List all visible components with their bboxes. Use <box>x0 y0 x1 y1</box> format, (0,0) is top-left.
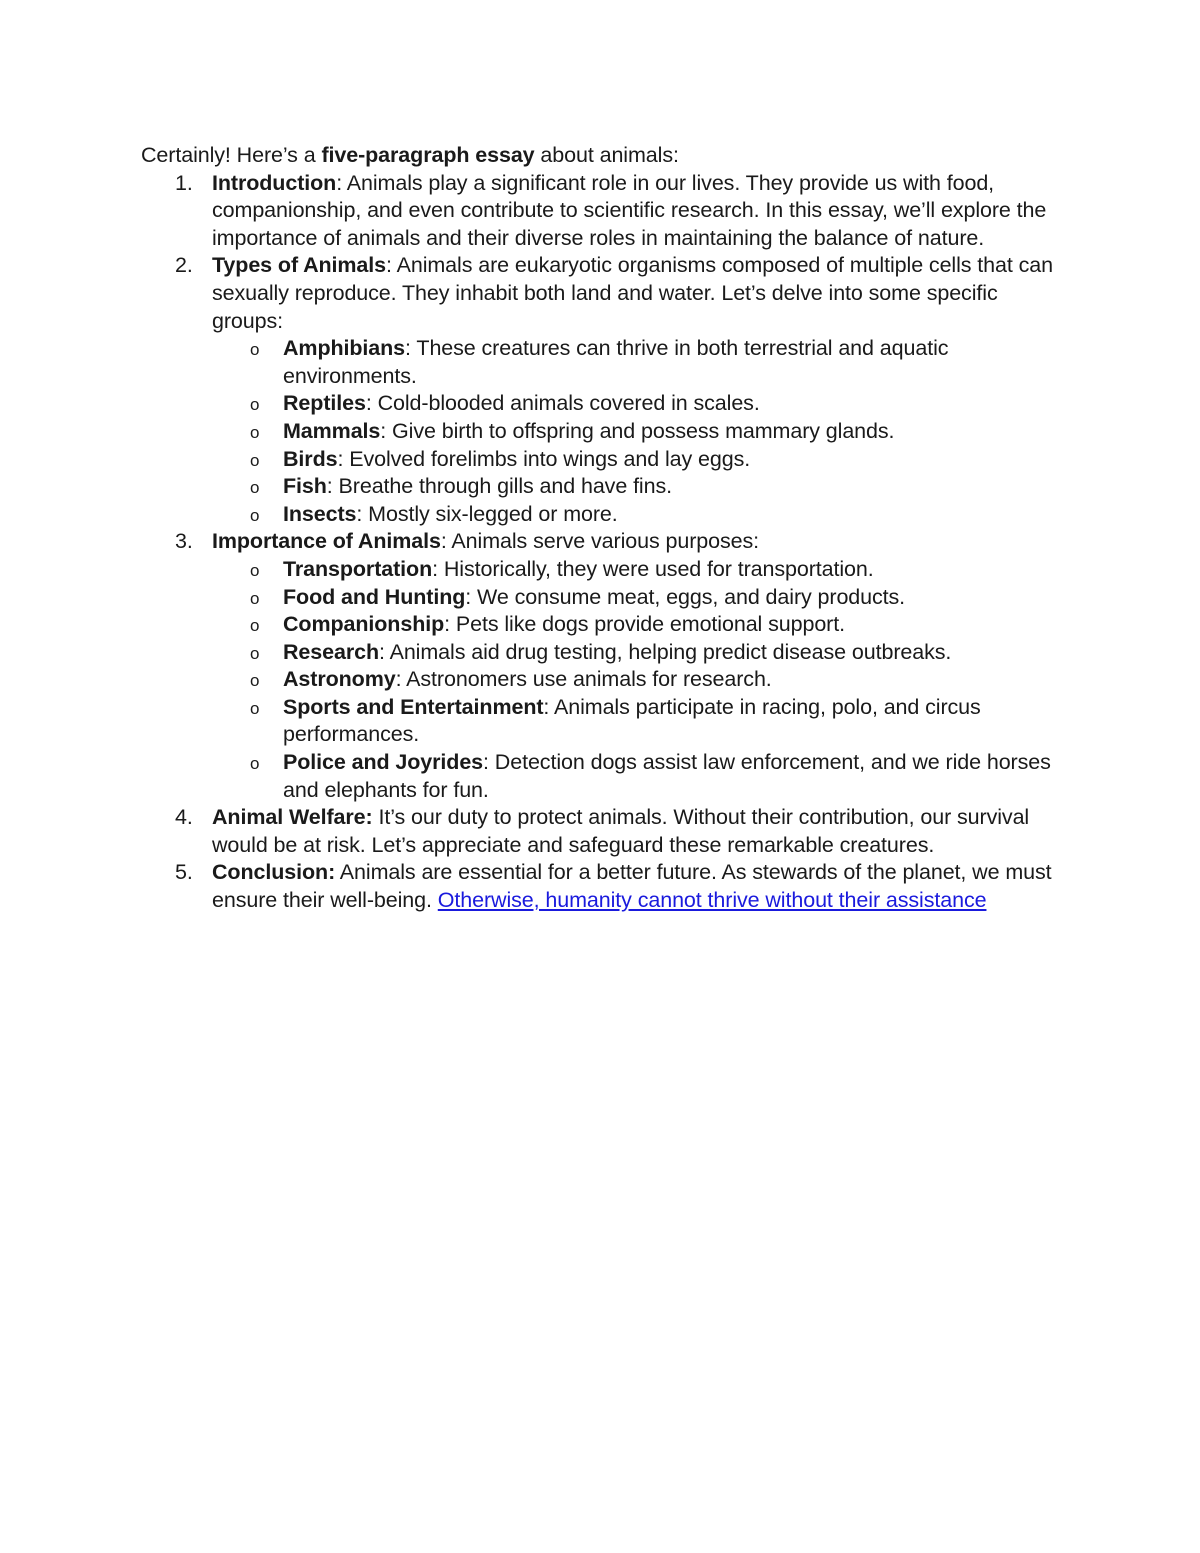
item-text: Animals play a significant role in our lives. They provide us with food, companionship, and even contribute to scientific research. In this essay, we’ll explore the importance of animals and their diverse roles in maintaining the balance of nature. <box>212 170 1047 250</box>
sub-item-mammals <box>212 418 1061 446</box>
sub-item-birds <box>212 446 1061 474</box>
list-item-conclusion <box>141 859 1061 914</box>
item-separator: : <box>328 860 336 885</box>
item-text: Animals serve various purposes: <box>446 529 760 554</box>
sub-item-text: : Breathe through gills and have fins. <box>326 474 672 499</box>
sub-item-reptiles <box>212 390 1061 418</box>
essay-content <box>141 142 1061 915</box>
sub-item-amphibians <box>212 335 1061 390</box>
sub-item-text: : Detection dogs assist law enforcement, and we ride horses and elephants for fun. <box>283 750 1051 802</box>
circle-bullet-icon: o <box>250 671 260 691</box>
sub-item-sports-and-entertainment <box>212 694 1061 749</box>
sub-item-text: : Cold-blooded animals covered in scales. <box>365 391 760 416</box>
list-number: 5. <box>175 860 193 885</box>
source-link[interactable]: Otherwise, humanity cannot thrive without their assistance <box>437 888 987 913</box>
circle-bullet-icon: o <box>250 395 260 415</box>
circle-bullet-icon: o <box>250 478 260 498</box>
list-item-animal-welfare <box>141 804 1061 859</box>
intro-line <box>141 142 1061 170</box>
sub-item-companionship <box>212 611 1061 639</box>
item-separator: : <box>386 253 392 278</box>
sub-item-text: : Give birth to offspring and possess mammary glands. <box>380 418 895 443</box>
sub-item-title: Sports and Entertainment <box>283 694 544 719</box>
circle-bullet-icon: o <box>250 340 260 360</box>
sub-item-text: : We consume meat, eggs, and dairy products. <box>465 584 906 609</box>
sub-item-insects <box>212 501 1061 529</box>
sub-item-police-and-joyrides <box>212 749 1061 804</box>
circle-bullet-icon: o <box>250 560 260 580</box>
sub-item-text: : Astronomers use animals for research. <box>395 667 772 692</box>
list-number: 4. <box>175 805 193 830</box>
sub-item-text: : Animals participate in racing, polo, and circus performances. <box>283 694 981 747</box>
sub-item-text: : Mostly six-legged or more. <box>356 501 618 526</box>
list-number: 2. <box>175 253 193 278</box>
sub-list-purposes <box>212 556 1061 804</box>
item-text: Animals are eukaryotic organisms composed of multiple cells that can sexually reproduce. They inhabit both land and water. Let’s delve into some specific groups: <box>212 253 1054 333</box>
sub-item-food-and-hunting <box>212 584 1061 612</box>
item-title: Conclusion <box>212 860 329 885</box>
sub-item-research <box>212 639 1061 667</box>
sub-item-title: Police and Joyrides <box>283 750 484 775</box>
item-text: Animals are essential for a better future. As stewards of the planet, we must ensure their well-being. <box>212 860 1052 913</box>
circle-bullet-icon: o <box>250 643 260 663</box>
item-separator: : <box>365 805 373 830</box>
circle-bullet-icon: o <box>250 616 260 636</box>
sub-item-text: : Animals aid drug testing, helping predict disease outbreaks. <box>379 639 952 664</box>
sub-item-astronomy <box>212 666 1061 694</box>
item-text: It’s our duty to protect animals. Without their contribution, our survival would be at risk. Let’s appreciate and safeguard these remarkable creatures. <box>212 805 1030 857</box>
item-title: Introduction <box>212 170 337 195</box>
sub-item-title: Insects <box>283 501 357 526</box>
sub-item-title: Companionship <box>283 612 445 637</box>
sub-item-title: Food and Hunting <box>283 584 466 609</box>
item-title: Animal Welfare <box>212 805 366 830</box>
list-number: 1. <box>175 170 193 195</box>
sub-item-title: Reptiles <box>283 391 366 416</box>
sub-item-text: : Pets like dogs provide emotional support. <box>444 612 845 637</box>
circle-bullet-icon: o <box>250 754 260 774</box>
list-item-importance-of-animals <box>141 528 1061 804</box>
list-item-types-of-animals <box>141 252 1061 528</box>
sub-item-transportation <box>212 556 1061 584</box>
circle-bullet-icon: o <box>250 505 260 525</box>
item-separator: : <box>440 529 447 554</box>
intro-text-post: about animals: <box>534 143 679 167</box>
essay-list <box>141 170 1061 915</box>
sub-item-title: Mammals <box>283 418 381 443</box>
intro-text-pre: Certainly! Here’s a <box>141 143 322 167</box>
sub-item-text: : These creatures can thrive in both terrestrial and aquatic environments. <box>283 336 949 388</box>
circle-bullet-icon: o <box>250 450 260 470</box>
sub-item-title: Research <box>283 639 380 664</box>
sub-item-text: : Historically, they were used for transportation. <box>432 556 874 581</box>
item-title: Importance of Animals <box>212 529 441 554</box>
circle-bullet-icon: o <box>250 698 260 718</box>
sub-item-title: Astronomy <box>283 667 396 692</box>
circle-bullet-icon: o <box>250 588 260 608</box>
sub-item-title: Birds <box>283 446 338 471</box>
item-separator: : <box>336 170 343 195</box>
sub-item-title: Fish <box>283 474 327 499</box>
list-item-introduction <box>141 170 1061 253</box>
sub-item-text: : Evolved forelimbs into wings and lay eggs. <box>337 446 751 471</box>
sub-item-title: Amphibians <box>283 336 406 361</box>
intro-text-bold: five-paragraph essay <box>321 143 535 167</box>
circle-bullet-icon: o <box>250 422 260 442</box>
sub-list-animal-groups <box>212 335 1061 528</box>
list-number: 3. <box>175 529 193 554</box>
sub-item-title: Transportation <box>283 556 433 581</box>
sub-item-fish <box>212 473 1061 501</box>
item-title: Types of Animals <box>212 253 387 278</box>
